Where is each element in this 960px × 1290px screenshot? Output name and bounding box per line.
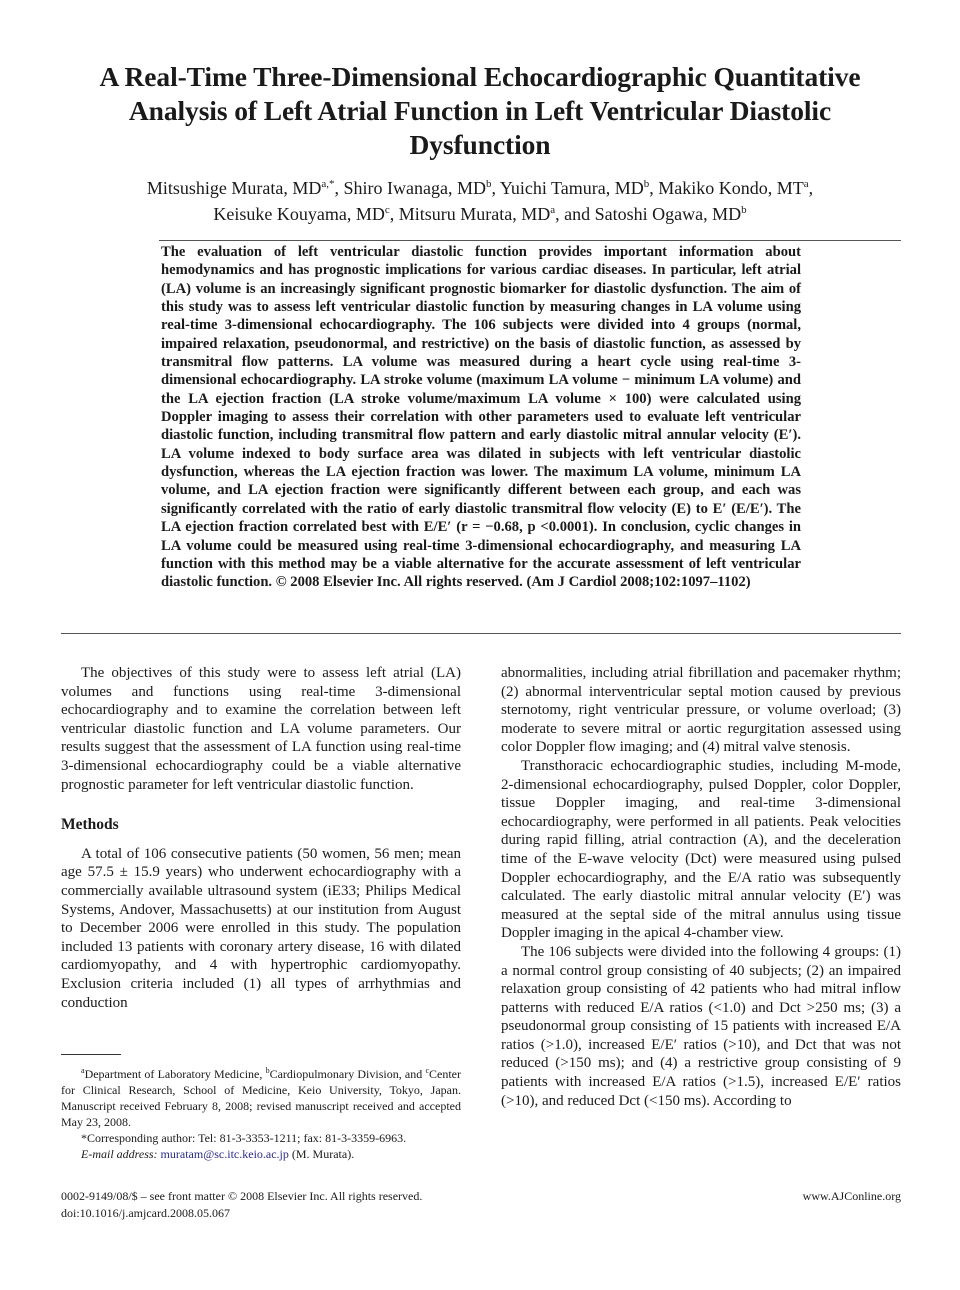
corresponding-author-footnote: *Corresponding author: Tel: 81-3-3353-1211; fax: 81-3-3359-6963.	[81, 1131, 407, 1145]
author-affiliation-marker: b	[741, 204, 747, 216]
author-name: Shiro Iwanaga, MD	[343, 178, 486, 198]
email-label: E-mail address:	[81, 1147, 158, 1161]
intro-paragraph: The objectives of this study were to assess left atrial (LA) volumes and functions using real-time 3-dimensional echocardiography and to examine the correlation between left ventricular diastolic function and LA volume parameters. Our results suggest that the assessment of LA function using real-time 3-dimensional echocardiography could be a viable alternative prognostic parameter for left ventricular diastolic function.	[61, 665, 461, 793]
author-name: Mitsushige Murata, MD	[146, 178, 322, 198]
author-affiliation-marker: b	[643, 178, 650, 190]
footer-website[interactable]: www.AJConline.org	[802, 1189, 901, 1203]
author-name: Keisuke Kouyama, MD	[213, 204, 385, 224]
methods-heading: Methods	[61, 816, 119, 834]
author-separator: ,	[649, 178, 659, 198]
right-column	[501, 664, 901, 1110]
author-separator: ,	[389, 204, 399, 224]
exclusion-continued-paragraph: abnormalities, including atrial fibrillation and pacemaker rhythm; (2) abnormal interventricular septal motion caused by previous sternotomy, right ventricular pressure, or volume overload; (3) moderate to severe mitral or aortic regurgitation assessed using color Doppler flow imaging; and (4) mitral valve stenosis.	[501, 665, 901, 756]
author-affiliation-marker: a	[550, 204, 556, 216]
author-name: Makiko Kondo, MT	[658, 178, 804, 198]
echo-studies-paragraph: Transthoracic echocardiographic studies, including M-mode, 2-dimensional echocardiography, pulsed Doppler, color Doppler, tissue Doppler imaging, and real-time 3-dimensional echocardiography, were performed in all patients. Peak velocities during rapid filling, atrial contraction (A), and the deceleration time of the E-wave velocity (Dct) were measured using pulsed Doppler echocardiography, and the E/A ratio was subsequently calculated. The early diastolic mitral annular velocity (E′) was measured at the septal side of the mitral annulus using tissue Doppler imaging in the apical 4-chamber view.	[501, 757, 901, 942]
author-affiliation-marker: a	[803, 178, 809, 190]
email-suffix: (M. Murata).	[288, 1147, 355, 1161]
doi-line: doi:10.1016/j.amjcard.2008.05.067	[61, 1206, 230, 1220]
abstract-top-rule	[159, 240, 901, 241]
affil-a-marker: a	[81, 1066, 85, 1075]
email-link[interactable]: muratam@sc.itc.keio.ac.jp	[160, 1147, 289, 1161]
abstract-bottom-rule	[61, 633, 901, 634]
footnotes	[61, 1066, 461, 1162]
paper-title: A Real-Time Three-Dimensional Echocardiographic Quantitative Analysis of Left Atrial Function in Left Ventricular Diastolic Dysfunction	[99, 61, 861, 160]
affil-c-marker: c	[425, 1066, 429, 1075]
author-separator: ,	[491, 178, 500, 198]
author-separator: ,	[808, 178, 814, 198]
methods-paragraph: A total of 106 consecutive patients (50 women, 56 men; mean age 57.5 ± 15.9 years) who underwent echocardiography with a commercially available ultrasound system (iE33; Philips Medical Systems, Andover, Massachusetts) at our institution from August to December 2006 were enrolled in this study. The population included 13 patients with coronary artery disease, 16 with dilated cardiomyopathy, and 4 with hypertrophic cardiomyopathy. Exclusion criteria included (1) all types of arrhythmias and conduction	[61, 845, 461, 1011]
author-list	[60, 175, 900, 227]
author-separator: ,	[334, 178, 344, 198]
author-separator: , and	[555, 204, 595, 224]
email-footnote	[61, 1146, 461, 1162]
footnote-rule	[61, 1054, 121, 1055]
affil-c-text: Center for Clinical Research, School of Medicine, Keio University, Tokyo, Japan. Manuscript received February 8, 2008; revised manuscript received and accepted May 23, 2008.	[61, 1067, 461, 1129]
footer-left	[61, 1188, 422, 1222]
author-affiliation-marker: a,*	[321, 178, 335, 190]
affil-b-text: Cardiopulmonary Division, and	[269, 1067, 426, 1081]
affiliations-footnote	[61, 1066, 461, 1130]
affil-a-text: Department of Laboratory Medicine,	[84, 1067, 266, 1081]
abstract: The evaluation of left ventricular diastolic function provides important information about hemodynamics and has prognostic implications for various cardiac diseases. In particular, left atrial (LA) volume is an increasingly significant prognostic biomarker for diastolic dysfunction. The aim of this study was to assess left ventricular diastolic function by measuring changes in LA volume using real-time 3-dimensional echocardiography. The 106 subjects were divided into 4 groups (normal, impaired relaxation, pseudonormal, and restrictive) on the basis of diastolic function, as assessed by transmitral flow patterns. LA volume was measured during a heart cycle using real-time 3-dimensional echocardiography. LA stroke volume (maximum LA volume − minimum LA volume) and the LA ejection fraction (LA stroke volume/maximum LA volume × 100) were calculated using Doppler imaging to assess their correlation with other parameters used to evaluate left ventricular diastolic function, including transmitral flow pattern and early diastolic mitral annular velocity (E′). LA volume indexed to body surface area was dilated in subjects with left ventricular diastolic dysfunction, whereas the LA ejection fraction was lower. The maximum LA volume, minimum LA volume, and LA ejection fraction were significantly different between each group, and each was significantly correlated with the ratio of early diastolic transmitral flow velocity (E) to E′ (E/E′). The LA ejection fraction correlated best with E/E′ (r = −0.68, p <0.0001). In conclusion, cyclic changes in LA volume could be measured using real-time 3-dimensional echocardiography, and measuring LA function with this method may be a viable alternative for the accurate assessment of left ventricular diastolic function. © 2008 Elsevier Inc. All rights reserved. (Am J Cardiol 2008;102:1097–1102)	[161, 244, 801, 591]
affil-b-marker: b	[265, 1066, 270, 1075]
author-name: Yuichi Tamura, MD	[499, 178, 644, 198]
author-affiliation-marker: c	[384, 204, 390, 216]
author-name: Satoshi Ogawa, MD	[594, 204, 742, 224]
author-affiliation-marker: b	[486, 178, 492, 190]
left-column	[61, 664, 461, 1012]
author-name: Mitsuru Murata, MD	[398, 204, 551, 224]
issn-line: 0002-9149/08/$ – see front matter © 2008 Elsevier Inc. All rights reserved.	[61, 1189, 423, 1203]
groups-paragraph: The 106 subjects were divided into the following 4 groups: (1) a normal control group consisting of 40 subjects; (2) an impaired relaxation group consisting of 42 patients who had mitral inflow patterns with reduced E/A ratios (<1.0) and Dct >250 ms; (3) a pseudonormal group consisting of 15 patients with increased E/A ratios (>1.0), increased E/E′ ratios (>10), and Dct that was not reduced (>150 ms); and (4) a restrictive group consisting of 9 patients with increased E/A ratios (>1.5), increased E/E′ ratios (>10), and reduced Dct (<150 ms). According to	[501, 943, 901, 1109]
